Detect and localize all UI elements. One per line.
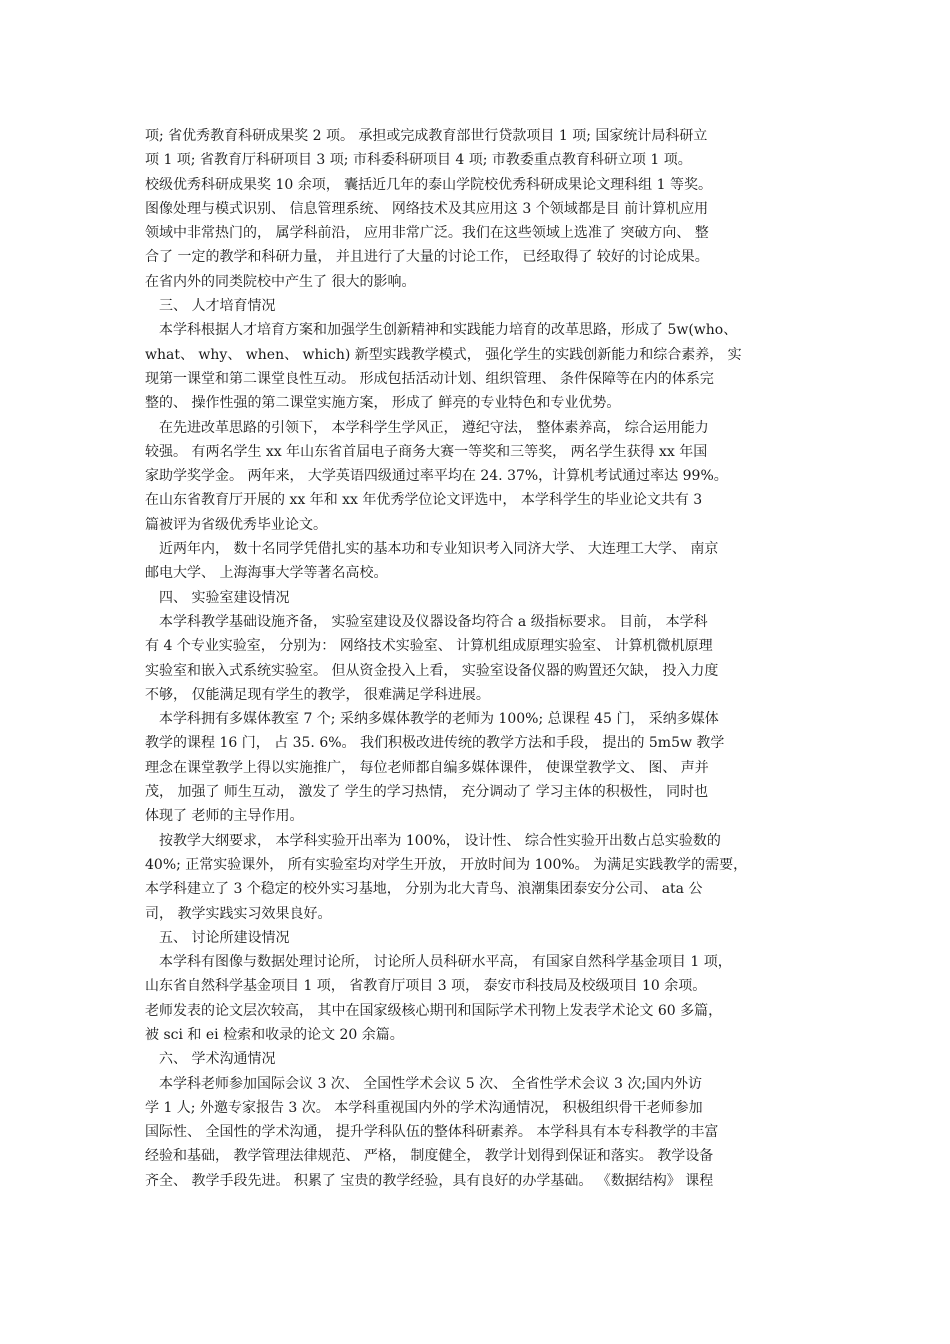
text-line: 40%; 正常实验课外， 所有实验室均对学生开放， 开放时间为 100%。 为满足实践教学的需要， [145,856,748,873]
text-line: 篇被评为省级优秀毕业论文。 [145,516,327,533]
text-line: 本学科老师参加国际会议 3 次、 全国性学术会议 5 次、 全省性学术会议 3 次;国内外访 [145,1075,703,1092]
text-line: 老师发表的论文层次较高， 其中在国家级核心期刊和国际学术刊物上发表学术论文 60 多篇， [145,1002,723,1019]
text-line: 合了 一定的教学和科研力量， 并且进行了大量的讨论工作， 已经取得了 较好的讨论成果。 [145,249,709,266]
text-line: what、 why、 when、 which) 新型实践教学模式， 强化学生的实践创新能力和综合素养， 实 [145,346,742,363]
text-line: 齐全、 教学手段先进。 积累了 宝贵的教学经验，具有良好的办学基础。 《数据结构》 课程 [145,1172,714,1189]
text-line: 本学科根据人才培育方案和加强学生创新精神和实践能力培育的改革思路，形成了 5w(who、 [145,322,738,339]
text-line: 经验和基础， 教学管理法律规范、 严格， 制度健全， 教学计划得到保证和落实。 教学设备 [145,1148,714,1165]
text-line: 学 1 人; 外邀专家报告 3 次。 本学科重视国内外的学术沟通情况， 积极组织骨干老师参加 [145,1099,703,1116]
text-line: 体现了 老师的主导作用。 [145,808,304,825]
section-heading: 五、 讨论所建设情况 [145,929,290,946]
section-heading: 三、 人才培育情况 [145,298,276,315]
text-line: 本学科建立了 3 个稳定的校外实习基地， 分别为北大青鸟、浪潮集团泰安分公司、 ata 公 [145,881,703,898]
text-line: 在山东省教育厅开展的 xx 年和 xx 年优秀学位论文评选中， 本学科学生的毕业论文共有 3 [145,492,703,509]
text-line: 不够， 仅能满足现有学生的教学， 很难满足学科进展。 [145,686,490,703]
text-line: 领域中非常热门的， 属学科前沿， 应用非常广泛。我们在这些领域上选准了 突破方向、 整 [145,225,709,242]
text-line: 项 1 项; 省教育厅科研项目 3 项; 市科委科研项目 4 项; 市教委重点教育科研立项 1 项。 [145,152,692,169]
text-line: 在省内外的同类院校中产生了 很大的影响。 [145,273,416,290]
text-line: 本学科教学基础设施齐备， 实验室建设及仪器设备均符合 a 级指标要求。 目前， 本学科 [145,613,708,630]
text-line: 本学科拥有多媒体教室 7 个; 采纳多媒体教学的老师为 100%; 总课程 45 门， 采纳多媒体 [145,711,719,728]
text-line: 有 4 个专业实验室， 分别为： 网络技术实验室、 计算机组成原理实验室、 计算机微机原理 [145,638,713,655]
text-line: 家助学奖学金。 两年来， 大学英语四级通过率平均在 24. 37%，计算机考试通过率达 99%。 [145,468,728,485]
text-line: 茂， 加强了 师生互动， 激发了 学生的学习热情， 充分调动了 学习主体的积极性， 同时也 [145,784,709,801]
text-line: 较强。 有两名学生 xx 年山东省首届电子商务大赛一等奖和三等奖， 两名学生获得 xx 年国 [145,443,708,460]
text-line: 现第一课堂和第二课堂良性互动。 形成包括活动计划、组织管理、 条件保障等在内的体系完 [145,370,714,387]
text-line: 实验室和嵌入式系统实验室。 但从资金投入上看， 实验室设备仪器的购置还欠缺， 投入力度 [145,662,719,679]
text-line: 司， 教学实践实习效果良好。 [145,905,332,922]
text-line: 本学科有图像与数据处理讨论所， 讨论所人员科研水平高， 有国家自然科学基金项目 1 项， [145,954,732,971]
text-line: 校级优秀科研成果奖 10 余项， 囊括近几年的泰山学院校优秀科研成果论文理科组 1 等奖。 [145,176,712,193]
text-line: 按教学大纲要求， 本学科实验开出率为 100%， 设计性、 综合性实验开出数占总实验数的 [145,832,721,849]
text-line: 图像处理与模式识别、 信息管理系统、 网络技术及其应用这 3 个领域都是目 前计算机应用 [145,200,709,217]
section-heading: 四、 实验室建设情况 [145,589,290,606]
text-line: 被 sci 和 ei 检索和收录的论文 20 余篇。 [145,1026,404,1043]
text-line: 理念在课堂教学上得以实施推广， 每位老师都自编多媒体课件， 使课堂教学文、 图、 声并 [145,759,709,776]
document-page [145,124,809,1193]
text-line: 整的、 操作性强的第二课堂实施方案， 形成了 鲜亮的专业特色和专业优势。 [145,395,621,412]
text-line: 邮电大学、 上海海事大学等著名高校。 [145,565,388,582]
text-line: 近两年内， 数十名同学凭借扎实的基本功和专业知识考入同济大学、 大连理工大学、 南京 [145,541,719,558]
text-line: 项; 省优秀教育科研成果奖 2 项。 承担或完成教育部世行贷款项目 1 项; 国家统计局科研立 [145,128,708,144]
text-line: 山东省自然科学基金项目 1 项， 省教育厅项目 3 项， 泰安市科技局及校级项目 10 余项。 [145,978,707,995]
text-line: 教学的课程 16 门， 占 35. 6%。 我们积极改进传统的教学方法和手段， 提出的 5m5w 教学 [145,735,725,752]
section-heading: 六、 学术沟通情况 [145,1051,276,1068]
text-line: 国际性、 全国性的学术沟通， 提升学科队伍的整体科研素养。 本学科具有本专科教学的丰富 [145,1124,719,1141]
text-line: 在先进改革思路的引领下， 本学科学生学风正， 遵纪守法， 整体素养高， 综合运用能力 [145,419,709,436]
